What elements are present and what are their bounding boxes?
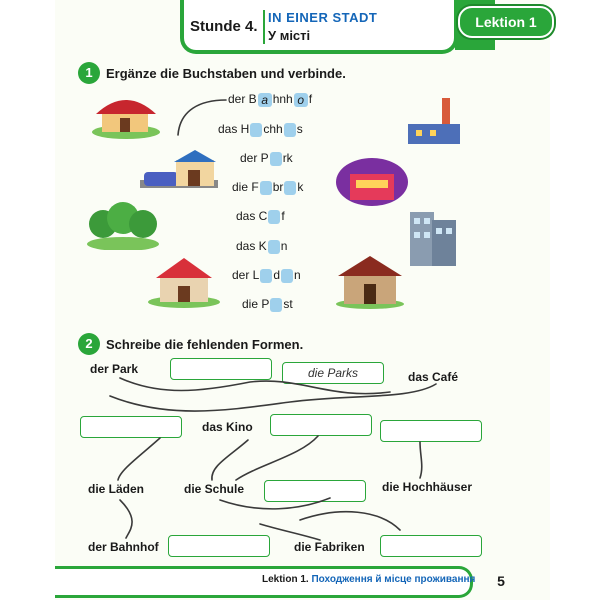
lesson-title-german: IN EINER STADT [268, 10, 378, 25]
lesson-title-ukrainian: У місті [268, 28, 311, 43]
form-label-die-fabriken: die Fabriken [294, 540, 365, 554]
form-label-die-laden: die Läden [88, 482, 145, 496]
form-label-das-cafe: das Café [408, 370, 459, 384]
form-label-das-kino: das Kino [202, 420, 253, 434]
word-laden: der L d n [232, 268, 301, 282]
footer-topic: Походження й місце проживання [311, 574, 476, 585]
task-2-title: Schreibe die fehlenden Formen. [106, 337, 304, 352]
form-label-die-schule: die Schule [184, 482, 245, 496]
task-1-number: 1 [78, 62, 100, 84]
footer-lektion: Lektion 1. [262, 574, 309, 585]
connect-line [120, 378, 390, 394]
connect-line [220, 498, 330, 509]
task-2-number: 2 [78, 333, 100, 355]
word-bahnhof: der B a hnh o f [228, 92, 313, 107]
connect-line [420, 442, 422, 478]
footer-caption [262, 574, 475, 585]
word-hochhaus: das H chh s [218, 122, 303, 136]
connect-line [110, 384, 436, 411]
form-label-der-bahnhof: der Bahnhof [88, 540, 159, 554]
connect-line [118, 438, 160, 480]
task-1-title: Ergänze die Buchstaben und verbinde. [106, 66, 346, 81]
lektion-badge: Lektion 1 [458, 6, 554, 38]
form-label-die-hochhauser: die Hochhäuser [382, 480, 473, 494]
connect-line [178, 100, 226, 135]
word-cafe: das C f [236, 209, 285, 223]
word-post: die P st [242, 297, 293, 311]
page-number: 5 [497, 573, 505, 589]
connect-line [120, 500, 132, 538]
connect-line [260, 524, 320, 540]
connect-line [212, 440, 248, 480]
word-fabrik: die F br k [232, 180, 304, 194]
filled-form-die-parks: die Parks [282, 362, 384, 384]
word-park: der P rk [240, 151, 293, 165]
connect-line [236, 436, 318, 480]
connect-line [300, 512, 400, 530]
word-kino: das K n [236, 239, 288, 253]
lesson-number: Stunde 4. [190, 18, 258, 35]
form-label-der-park: der Park [90, 362, 139, 376]
